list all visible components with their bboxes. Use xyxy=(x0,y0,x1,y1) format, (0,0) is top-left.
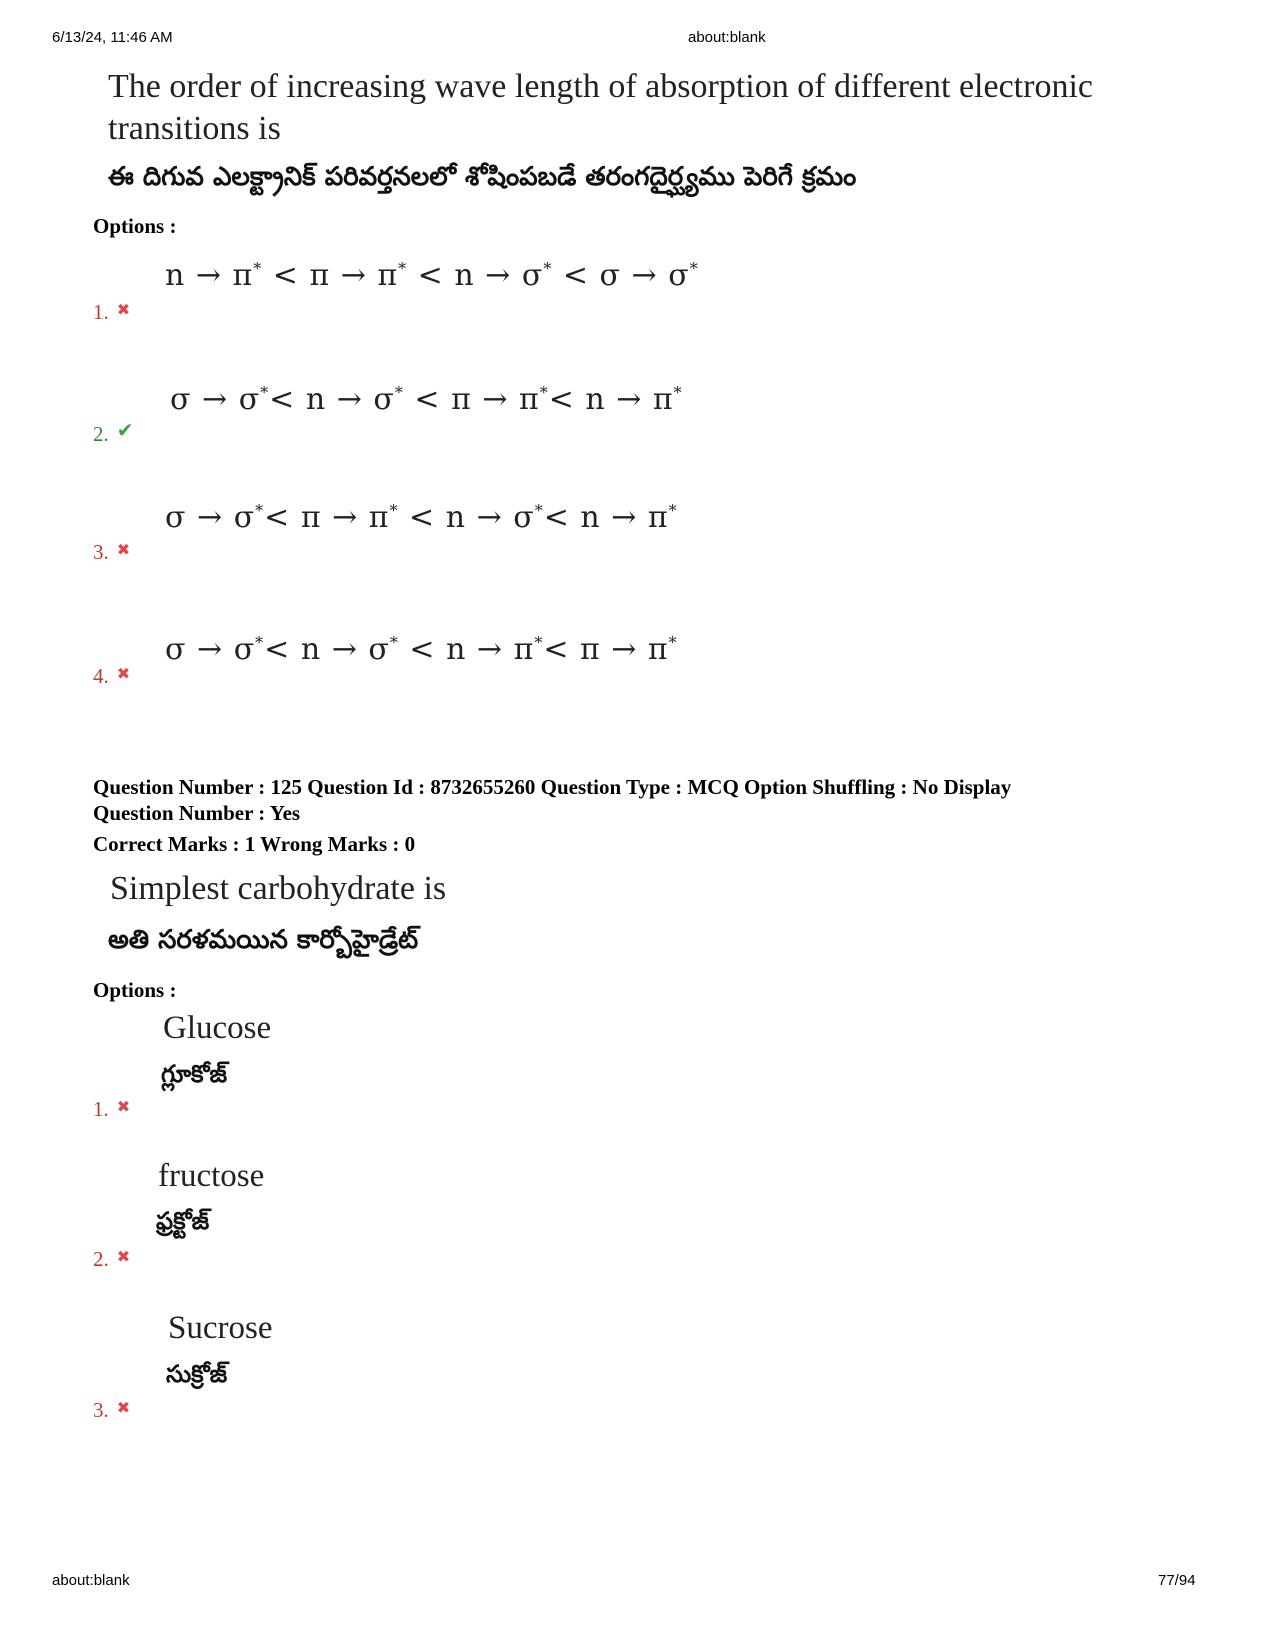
question-marks: Correct Marks : 1 Wrong Marks : 0 xyxy=(93,832,416,856)
cross-icon: ✖ xyxy=(116,664,131,683)
option-number-label: 2. xyxy=(93,422,109,446)
option-number-label: 3. xyxy=(93,1398,109,1422)
equation-superscript: * xyxy=(673,383,683,402)
question-meta-line2: Question Number : Yes xyxy=(93,801,301,825)
question-meta-line1: Question Number : 125 Question Id : 8732655260 Question Type : MCQ Option Shuffling : No Display xyxy=(93,775,1012,799)
option-equation-3 xyxy=(165,500,678,535)
question-text-telugu: అతి సరళమయిన కార్బోహైడ్రేట్ xyxy=(108,925,419,955)
option-text-english-3: Sucrose xyxy=(168,1310,273,1346)
q124-option-number-2 xyxy=(93,418,134,447)
option-equation-4 xyxy=(165,632,678,667)
page-number: 77/94 xyxy=(1158,1572,1196,1589)
option-equation-2 xyxy=(170,382,683,417)
equation-term: σ → σ xyxy=(170,382,261,417)
option-text-telugu-1: గ్లూకోజ్ xyxy=(161,1060,228,1088)
equation-term: σ → σ xyxy=(165,632,256,667)
q124-option-number-4 xyxy=(93,664,130,689)
equation-term: < n → σ xyxy=(398,500,535,535)
equation-superscript: * xyxy=(668,501,678,520)
equation-superscript: * xyxy=(689,259,699,278)
option-number-label: 3. xyxy=(93,540,109,564)
options-label: Options : xyxy=(93,978,177,1002)
equation-term: < π → π xyxy=(264,500,390,535)
question-text-telugu: ఈ దిగువ ఎలక్ట్రానిక్ పరివర్తనలలో శోషింపబడే తరంగదైర్ఘ్యము పెరిగే క్రమం xyxy=(108,162,857,192)
print-url-header: about:blank xyxy=(688,29,766,46)
option-number-label: 4. xyxy=(93,664,109,688)
equation-superscript: * xyxy=(255,633,265,652)
cross-icon: ✖ xyxy=(116,1097,131,1116)
cross-icon: ✖ xyxy=(116,1398,131,1417)
equation-term: < π → π xyxy=(403,382,540,417)
cross-icon: ✖ xyxy=(116,1247,131,1266)
option-equation-1 xyxy=(165,258,699,293)
cross-icon: ✖ xyxy=(116,300,131,319)
option-number-label: 1. xyxy=(93,300,109,324)
equation-term: n → π xyxy=(165,258,254,293)
equation-term: < n → σ xyxy=(264,632,390,667)
equation-superscript: * xyxy=(253,259,263,278)
equation-term: < π → π xyxy=(262,258,399,293)
equation-superscript: * xyxy=(394,383,404,402)
question-text-english: Simplest carbohydrate is xyxy=(110,870,447,907)
q125-option-number-3 xyxy=(93,1398,130,1423)
equation-term: < n → σ xyxy=(407,258,544,293)
question-text-english-line1: The order of increasing wave length of absorption of different electronic xyxy=(108,68,1093,105)
equation-superscript: * xyxy=(398,259,408,278)
option-number-label: 2. xyxy=(93,1247,109,1271)
equation-superscript: * xyxy=(389,633,399,652)
q125-option-number-2 xyxy=(93,1247,130,1272)
print-url-footer: about:blank xyxy=(52,1572,130,1589)
equation-term: σ → σ xyxy=(165,500,256,535)
equation-term: < π → π xyxy=(543,632,669,667)
option-text-telugu-3: సుక్రోజ్ xyxy=(166,1360,228,1388)
options-label: Options : xyxy=(93,214,177,238)
q124-option-number-1 xyxy=(93,300,130,325)
equation-term: < n → π xyxy=(398,632,535,667)
question-text-english-line2: transitions is xyxy=(108,110,281,147)
check-icon: ✔ xyxy=(116,418,134,442)
equation-term: < n → σ xyxy=(269,382,395,417)
option-text-telugu-2: ఫ్రక్టోజ్ xyxy=(156,1207,210,1235)
option-text-english-1: Glucose xyxy=(163,1010,272,1046)
option-number-label: 1. xyxy=(93,1097,109,1121)
equation-superscript: * xyxy=(668,633,678,652)
equation-superscript: * xyxy=(260,383,270,402)
equation-superscript: * xyxy=(534,501,544,520)
print-datetime: 6/13/24, 11:46 AM xyxy=(52,29,173,46)
equation-term: < n → π xyxy=(548,382,674,417)
equation-term: < σ → σ xyxy=(552,258,690,293)
q124-option-number-3 xyxy=(93,540,130,565)
option-text-english-2: fructose xyxy=(158,1158,265,1194)
equation-superscript: * xyxy=(539,383,549,402)
equation-superscript: * xyxy=(534,633,544,652)
equation-superscript: * xyxy=(255,501,265,520)
equation-superscript: * xyxy=(543,259,553,278)
q125-option-number-1 xyxy=(93,1097,130,1122)
equation-term: < n → π xyxy=(543,500,669,535)
cross-icon: ✖ xyxy=(116,540,131,559)
equation-superscript: * xyxy=(389,501,399,520)
